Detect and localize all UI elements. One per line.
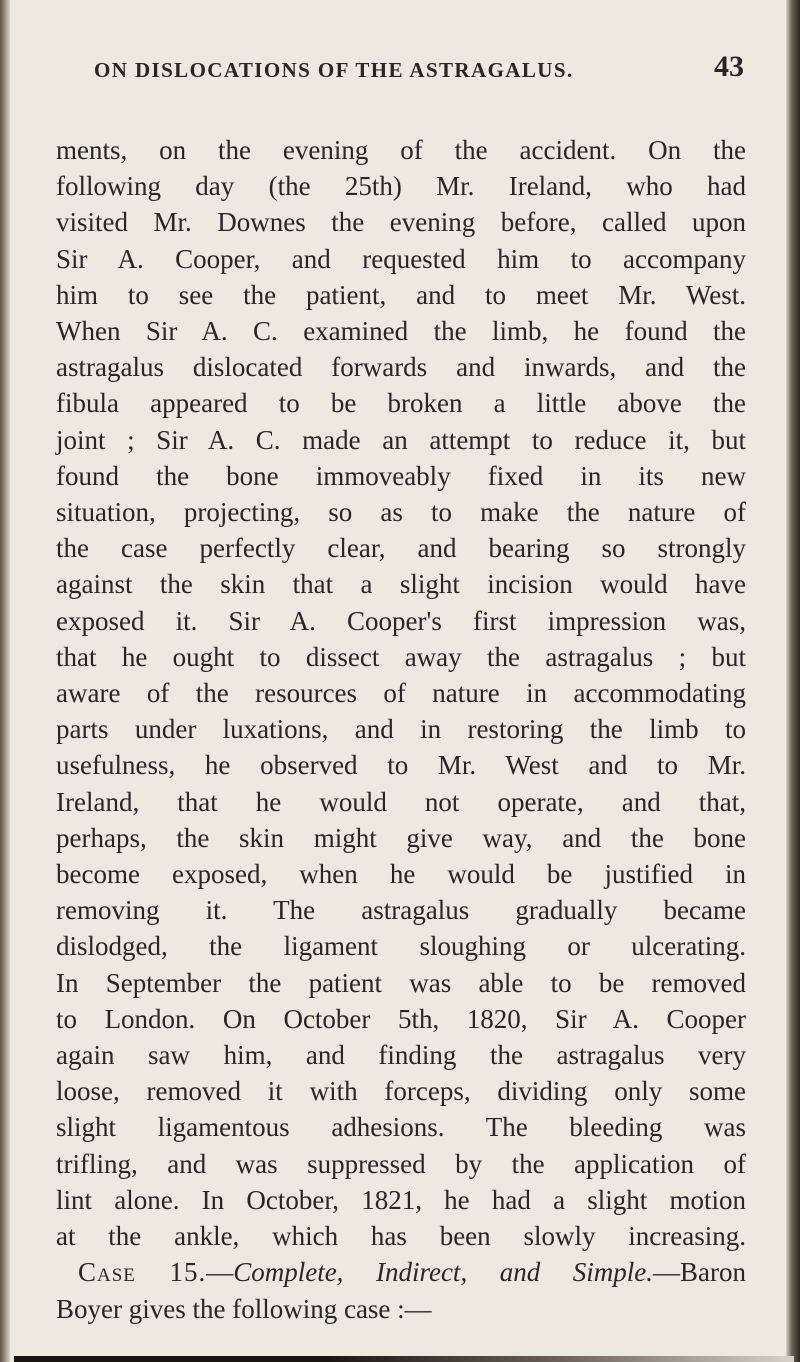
text-line: When Sir A. C. examined the limb, he found the: [56, 316, 746, 347]
case-rest: —Baron: [653, 1257, 747, 1288]
case-dash: —: [206, 1257, 234, 1288]
text-line: Ireland, that he would not operate, and that,: [56, 786, 746, 817]
case-label: Case 15.: [78, 1257, 207, 1288]
running-head: [56, 50, 746, 90]
page-bottom-edge: [14, 1356, 794, 1362]
text-line: again saw him, and finding the astragalus very: [56, 1040, 746, 1071]
page-number: 43: [714, 50, 744, 83]
text-line: lint alone. In October, 1821, he had a slight motion: [56, 1184, 746, 1215]
text-line: visited Mr. Downes the evening before, called upon: [56, 207, 746, 238]
text-line: dislodged, the ligament sloughing or ulcerating.: [56, 931, 746, 962]
page-edge: [786, 0, 800, 1362]
text-line: joint ; Sir A. C. made an attempt to reduce it, but: [56, 424, 746, 455]
text-line: at the ankle, which has been slowly increasing.: [56, 1221, 746, 1252]
text-line: astragalus dislocated forwards and inwards, and the: [56, 352, 746, 383]
text-line: following day (the 25th) Mr. Ireland, who had: [56, 171, 746, 202]
text-line: loose, removed it with forceps, dividing only some: [56, 1076, 746, 1107]
text-line: perhaps, the skin might give way, and the bone: [56, 822, 746, 853]
text-line: him to see the patient, and to meet Mr. West.: [56, 279, 746, 310]
text-line: Sir A. Cooper, and requested him to accompany: [56, 243, 746, 274]
text-line: removing it. The astragalus gradually became: [56, 895, 746, 926]
case-second-line: Boyer gives the following case :—: [56, 1293, 432, 1324]
text-line: slight ligamentous adhesions. The bleeding was: [56, 1112, 746, 1143]
text-line: situation, projecting, so as to make the nature of: [56, 497, 746, 528]
text-line: exposed it. Sir A. Cooper's first impression was,: [56, 605, 746, 636]
case-heading-line: [56, 1254, 746, 1290]
text-line: ments, on the evening of the accident. On the: [56, 135, 746, 165]
text-line: aware of the resources of nature in accommodating: [56, 678, 746, 709]
text-line: the case perfectly clear, and bearing so strongly: [56, 533, 746, 564]
body-text: [56, 132, 746, 1254]
text-line: usefulness, he observed to Mr. West and to Mr.: [56, 750, 746, 781]
text-line: found the bone immoveably fixed in its new: [56, 460, 746, 491]
text-line: parts under luxations, and in restoring the limb to: [56, 714, 746, 745]
running-title: ON DISLOCATIONS OF THE ASTRAGALUS.: [94, 58, 574, 82]
book-page: [56, 50, 746, 1327]
text-line: to London. On October 5th, 1820, Sir A. Cooper: [56, 1003, 746, 1034]
binding-gutter: [0, 0, 10, 1362]
text-line: trifling, and was suppressed by the application of: [56, 1148, 746, 1179]
text-line: against the skin that a slight incision would have: [56, 569, 746, 600]
text-line: fibula appeared to be broken a little above the: [56, 388, 746, 419]
text-line: In September the patient was able to be removed: [56, 967, 746, 998]
case-title-italic: Complete, Indirect, and: [233, 1257, 541, 1288]
case-title-italic-2: Simple.: [572, 1257, 654, 1288]
text-line: that he ought to dissect away the astragalus ; but: [56, 641, 746, 672]
text-line: become exposed, when he would be justified in: [56, 859, 746, 890]
